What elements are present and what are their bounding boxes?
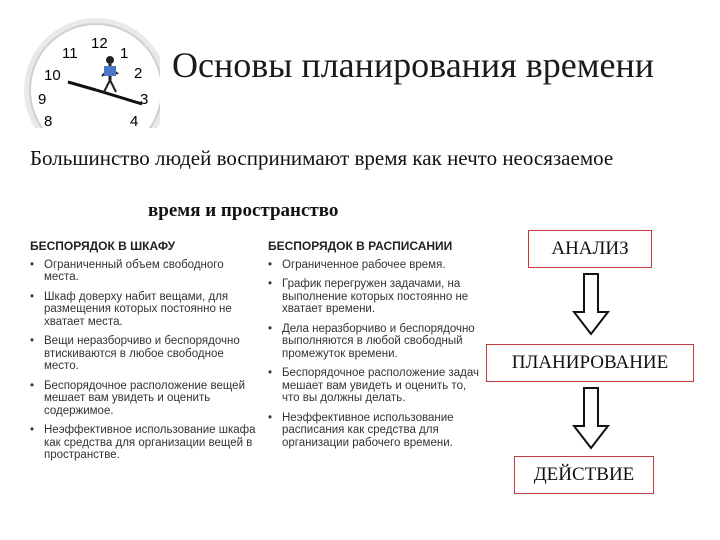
clock-3: 3 [140, 91, 149, 108]
section-subhead: время и пространство [148, 200, 339, 221]
clock-10: 10 [44, 67, 61, 84]
list-item: • График перегружен задачами, на выполнение которых постоянно не хватает времени. [268, 278, 483, 316]
schedule-column-header: БЕСПОРЯДОК В РАСПИСАНИИ [268, 239, 453, 253]
clock-4: 4 [130, 113, 139, 128]
list-item: • Ограниченный объем свободного места. [30, 259, 260, 284]
clock-image [18, 18, 160, 128]
list-item: • Неэффективное использование расписания как средства для организации рабочего времени. [268, 412, 483, 450]
down-arrow-icon [572, 386, 610, 455]
schedule-disorder-column [268, 240, 483, 456]
closet-disorder-column [30, 240, 260, 469]
list-item: • Беспорядочное расположение вещей мешает вам увидеть и оценить содержимое. [30, 380, 260, 418]
list-item: • Вещи неразборчиво и беспорядочно втискиваются в любое свободное место. [30, 335, 260, 373]
slide-subtitle: Большинство людей воспринимают время как нечто неосязаемое [30, 146, 614, 170]
planning-box: ПЛАНИРОВАНИЕ [486, 344, 694, 382]
slide-title: Основы планирования времени [172, 45, 655, 85]
clock-2: 2 [134, 65, 143, 82]
clock-12: 12 [91, 35, 108, 52]
down-arrow-icon [572, 272, 610, 341]
clock-9: 9 [38, 91, 47, 108]
list-item: • Ограниченное рабочее время. [268, 259, 483, 272]
action-box: ДЕЙСТВИЕ [514, 456, 654, 494]
clock-1: 1 [120, 45, 129, 62]
list-item: • Шкаф доверху набит вещами, для размещения которых постоянно не хватает места. [30, 291, 260, 329]
list-item: • Неэффективное использование шкафа как средства для организации вещей в пространстве. [30, 424, 260, 462]
clock-11: 11 [62, 45, 78, 62]
list-item: • Беспорядочное расположение задач мешает вам увидеть и оценить то, что вы должны делать. [268, 367, 483, 405]
closet-column-header: БЕСПОРЯДОК В ШКАФУ [30, 239, 176, 253]
clock-8: 8 [44, 113, 53, 128]
analysis-box: АНАЛИЗ [528, 230, 652, 268]
list-item: • Дела неразборчиво и беспорядочно выполняются в любой свободный промежуток времени. [268, 323, 483, 361]
